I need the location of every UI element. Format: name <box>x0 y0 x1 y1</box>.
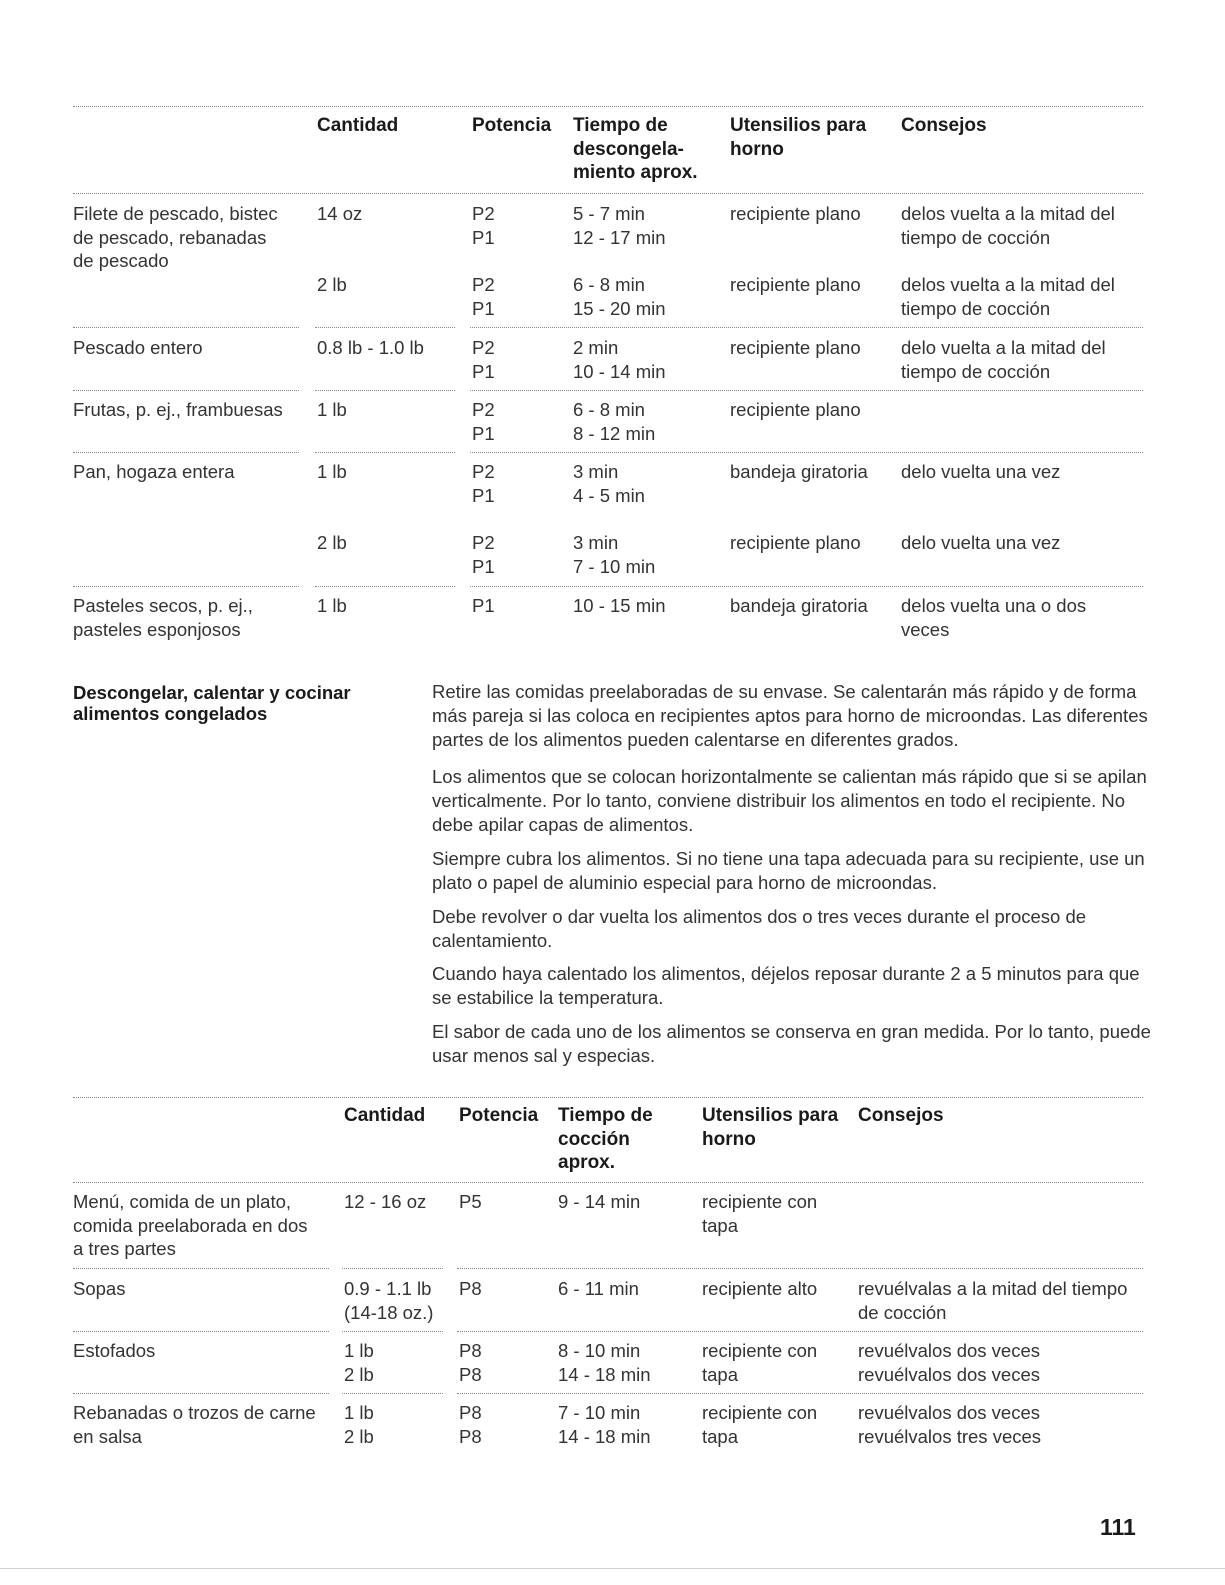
tiempo-cell: 2 min 10 - 14 min <box>573 337 666 382</box>
potencia-cell: P2 P1 <box>472 274 495 319</box>
tiempo-cell: 7 - 10 min 14 - 18 min <box>558 1402 651 1447</box>
header-cantidad: Cantidad <box>317 115 399 136</box>
row-rule <box>470 390 1143 391</box>
consejos-cell: revuélvalos dos veces revuélvalos tres veces <box>858 1402 1042 1447</box>
cantidad-cell: 1 lb <box>317 595 347 616</box>
cantidad-cell: 1 lb 2 lb <box>344 1402 374 1447</box>
utensilios-cell: recipiente con tapa <box>702 1191 818 1236</box>
header-consejos: Consejos <box>858 1105 944 1126</box>
cantidad-cell: 2 lb <box>317 274 347 295</box>
header-utensilios: Utensilios para horno <box>730 115 867 160</box>
food-cell: Pasteles secos, p. ej., pasteles esponjosos <box>73 595 253 640</box>
paragraph: El sabor de cada uno de los alimentos se conserva en gran medida. Por lo tanto, puede usar menos sal y especias. <box>432 1021 1151 1066</box>
consejos-cell: delos vuelta a la mitad del tiempo de cocción <box>901 274 1115 319</box>
row-rule <box>457 1393 1143 1394</box>
potencia-cell: P2 P1 <box>472 203 495 248</box>
utensilios-cell: recipiente plano <box>730 532 861 553</box>
consejos-cell: delos vuelta a la mitad del tiempo de cocción <box>901 203 1115 248</box>
row-rule <box>73 327 299 328</box>
consejos-cell: delo vuelta a la mitad del tiempo de cocción <box>901 337 1106 382</box>
row-rule <box>73 1268 329 1269</box>
tiempo-cell: 3 min 7 - 10 min <box>573 532 656 577</box>
food-cell: Sopas <box>73 1278 126 1299</box>
potencia-cell: P1 <box>472 595 495 616</box>
utensilios-cell: bandeja giratoria <box>730 461 868 482</box>
cantidad-cell: 0.8 lb - 1.0 lb <box>317 337 424 358</box>
cantidad-cell: 14 oz <box>317 203 363 224</box>
food-cell: Rebanadas o trozos de carne en salsa <box>73 1402 316 1447</box>
food-cell: Filete de pescado, bistec de pescado, rebanadas de pescado <box>73 203 278 271</box>
paragraph: Debe revolver o dar vuelta los alimentos dos o tres veces durante el proceso de calentamiento. <box>432 906 1087 951</box>
row-rule <box>73 452 299 453</box>
table-top-rule <box>73 106 1143 107</box>
food-cell: Pan, hogaza entera <box>73 461 235 482</box>
header-consejos: Consejos <box>901 115 987 136</box>
tiempo-cell: 9 - 14 min <box>558 1191 641 1212</box>
utensilios-cell: recipiente plano <box>730 274 861 295</box>
tiempo-cell: 6 - 8 min 8 - 12 min <box>573 399 656 444</box>
potencia-cell: P2 P1 <box>472 337 495 382</box>
cantidad-cell: 12 - 16 oz <box>344 1191 427 1212</box>
potencia-cell: P8 <box>459 1278 482 1299</box>
potencia-cell: P8 P8 <box>459 1340 482 1385</box>
row-rule <box>73 390 299 391</box>
row-rule <box>73 1331 329 1332</box>
header-potencia: Potencia <box>459 1105 539 1126</box>
tiempo-cell: 5 - 7 min 12 - 17 min <box>573 203 666 248</box>
tiempo-cell: 6 - 11 min <box>558 1278 639 1299</box>
row-rule <box>342 1331 443 1332</box>
utensilios-cell: recipiente alto <box>702 1278 818 1299</box>
row-rule <box>315 390 455 391</box>
tiempo-cell: 8 - 10 min 14 - 18 min <box>558 1340 651 1385</box>
food-cell: Menú, comida de un plato, comida preelaborada en dos a tres partes <box>73 1191 308 1259</box>
consejos-cell: delo vuelta una vez <box>901 532 1061 553</box>
cantidad-cell: 1 lb 2 lb <box>344 1340 374 1385</box>
tiempo-cell: 10 - 15 min <box>573 595 666 616</box>
potencia-cell: P5 <box>459 1191 482 1212</box>
cantidad-cell: 1 lb <box>317 461 347 482</box>
tiempo-cell: 3 min 4 - 5 min <box>573 461 645 506</box>
utensilios-cell: bandeja giratoria <box>730 595 868 616</box>
cantidad-cell: 1 lb <box>317 399 347 420</box>
page-bottom-rule <box>0 1568 1225 1569</box>
utensilios-cell: recipiente plano <box>730 203 861 224</box>
row-rule <box>457 1268 1143 1269</box>
utensilios-cell: recipiente plano <box>730 399 861 420</box>
paragraph: Siempre cubra los alimentos. Si no tiene una tapa adecuada para su recipiente, use un plato o papel de aluminio especial para horno de microondas. <box>432 848 1145 893</box>
consejos-cell: revuélvalas a la mitad del tiempo de cocción <box>858 1278 1128 1323</box>
paragraph: Cuando haya calentado los alimentos, déjelos reposar durante 2 a 5 minutos para que se estabilice la temperatura. <box>432 963 1140 1008</box>
tiempo-cell: 6 - 8 min 15 - 20 min <box>573 274 666 319</box>
food-cell: Estofados <box>73 1340 156 1361</box>
page-number: 111 <box>1100 1514 1136 1540</box>
potencia-cell: P2 P1 <box>472 461 495 506</box>
potencia-cell: P2 P1 <box>472 399 495 444</box>
row-rule <box>470 327 1143 328</box>
potencia-cell: P8 P8 <box>459 1402 482 1447</box>
table-top-rule <box>73 1097 1143 1098</box>
paragraph: Los alimentos que se colocan horizontalmente se calientan más rápido que si se apilan verticalmente. Por lo tanto, conviene distribuir los alimentos en todo el recipiente. No debe apilar capas de alimentos. <box>432 766 1147 835</box>
header-tiempo: Tiempo de descongela- miento aprox. <box>573 115 698 183</box>
paragraph: Retire las comidas preelaboradas de su envase. Se calentarán más rápido y de forma más pareja si las coloca en recipientes aptos para horno de microondas. Las diferentes partes de los alimentos pueden calentarse en diferentes grados. <box>432 681 1148 750</box>
consejos-cell: revuélvalos dos veces revuélvalos dos veces <box>858 1340 1041 1385</box>
row-rule <box>315 327 455 328</box>
cantidad-cell: 2 lb <box>317 532 347 553</box>
utensilios-cell: recipiente con tapa <box>702 1402 818 1447</box>
row-rule <box>315 452 455 453</box>
header-utensilios: Utensilios para horno <box>702 1105 839 1150</box>
row-rule <box>342 1393 443 1394</box>
food-cell: Frutas, p. ej., frambuesas <box>73 399 283 420</box>
header-potencia: Potencia <box>472 115 552 136</box>
row-rule <box>470 586 1143 587</box>
consejos-cell: delo vuelta una vez <box>901 461 1061 482</box>
header-tiempo: Tiempo de cocción aprox. <box>558 1105 653 1173</box>
food-cell: Pescado entero <box>73 337 203 358</box>
section-title: Descongelar, calentar y cocinar alimentos congelados <box>73 682 351 724</box>
row-rule <box>73 1393 329 1394</box>
header-cantidad: Cantidad <box>344 1105 426 1126</box>
header-rule <box>73 1182 1143 1183</box>
cantidad-cell: 0.9 - 1.1 lb (14-18 oz.) <box>344 1278 434 1323</box>
row-rule <box>73 586 299 587</box>
header-rule <box>73 193 1143 194</box>
consejos-cell: delos vuelta una o dos veces <box>901 595 1087 640</box>
row-rule <box>315 586 455 587</box>
row-rule <box>470 452 1143 453</box>
row-rule <box>342 1268 443 1269</box>
utensilios-cell: recipiente plano <box>730 337 861 358</box>
utensilios-cell: recipiente con tapa <box>702 1340 818 1385</box>
potencia-cell: P2 P1 <box>472 532 495 577</box>
row-rule <box>457 1331 1143 1332</box>
